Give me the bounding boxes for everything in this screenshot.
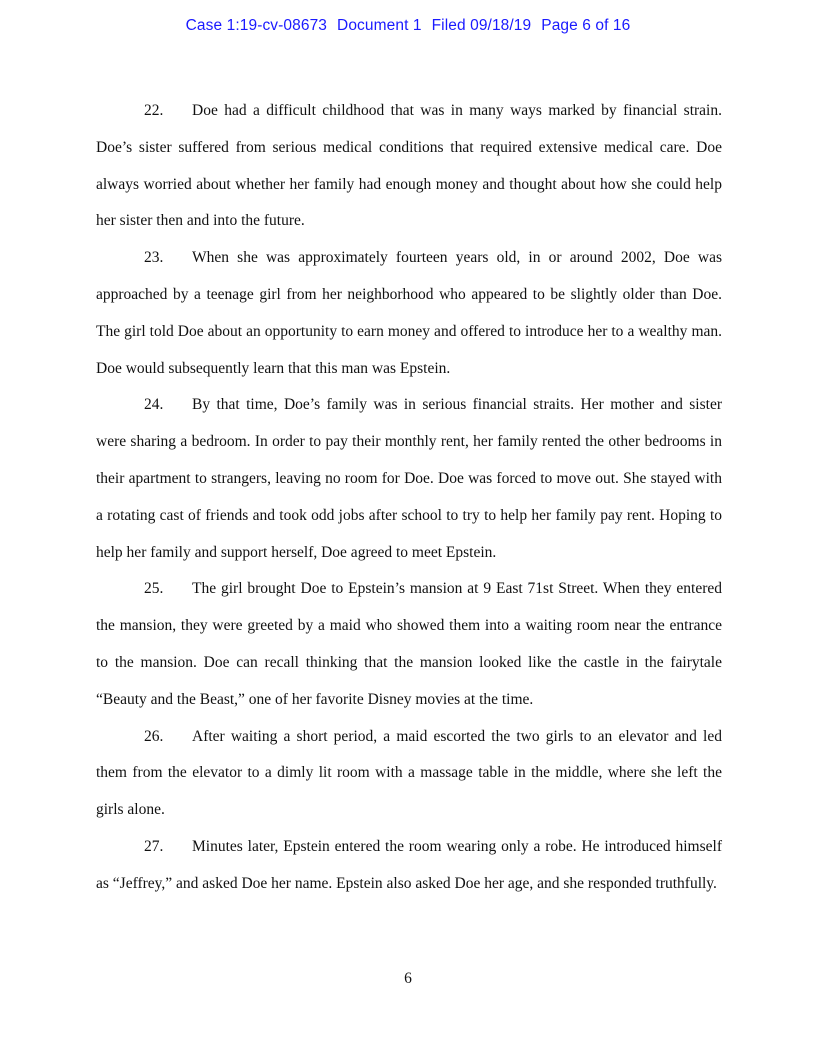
paragraph-22	[96, 93, 722, 240]
paragraph-27	[96, 829, 722, 903]
court-filing-header	[0, 17, 816, 35]
case-number: Case 1:19-cv-08673	[185, 17, 328, 34]
paragraph-number: 22.	[144, 102, 164, 119]
paragraph-number: 26.	[144, 727, 164, 745]
paragraph-text: After waiting a short period, a maid escorted the two girls to an elevator and led them from the elevator to a dimly lit room with a massage table in the middle, where she left the girls alone.	[96, 727, 722, 819]
paragraph-25	[96, 571, 722, 718]
filed-date: Filed 09/18/19	[431, 17, 532, 34]
document-body	[96, 93, 722, 903]
paragraph-number: 27.	[144, 837, 164, 855]
paragraph-number: 23.	[144, 249, 164, 267]
paragraph-text: By that time, Doe’s family was in serious financial straits. Her mother and sister were sharing a bedroom. In order to pay their monthly rent, her family rented the other bedrooms in their apartment to strangers, leaving no room for Doe. Doe was forced to move out. She stayed with a rotating cast of friends and took odd jobs after school to try to help her family pay rent. Hoping to help her family and support herself, Doe agreed to meet Epstein.	[96, 396, 722, 561]
paragraph-text: The girl brought Doe to Epstein’s mansion at 9 East 71st Street. When they entered the mansion, they were greeted by a maid who showed them into a waiting room near the entrance to the mansion. Doe can recall thinking that the mansion looked like the castle in the fairytale “Beauty and the Beast,” one of her favorite Disney movies at the time.	[96, 580, 722, 708]
page-number: 6	[404, 970, 412, 987]
paragraph-number: 24.	[144, 396, 164, 414]
page-of-total: Page 6 of 16	[541, 17, 631, 34]
paragraph-number: 25.	[144, 580, 164, 598]
paragraph-text: Doe had a difficult childhood that was in many ways marked by financial strain. Doe’s sister suffered from serious medical conditions that required extensive medical care. Doe always worried about whether her family had enough money and thought about how she could help her sister then and into the future.	[96, 102, 722, 230]
paragraph-26	[96, 719, 722, 829]
paragraph-23	[96, 240, 722, 387]
paragraph-text: When she was approximately fourteen years old, in or around 2002, Doe was approached by a teenage girl from her neighborhood who appeared to be slightly older than Doe. The girl told Doe about an opportunity to earn money and offered to introduce her to a wealthy man. Doe would subsequently learn that this man was Epstein.	[96, 249, 722, 377]
document-number: Document 1	[337, 17, 422, 34]
paragraph-text: Minutes later, Epstein entered the room wearing only a robe. He introduced himself as “Jeffrey,” and asked Doe her name. Epstein also asked Doe her age, and she responded truthfully.	[96, 837, 722, 892]
paragraph-24	[96, 387, 722, 571]
